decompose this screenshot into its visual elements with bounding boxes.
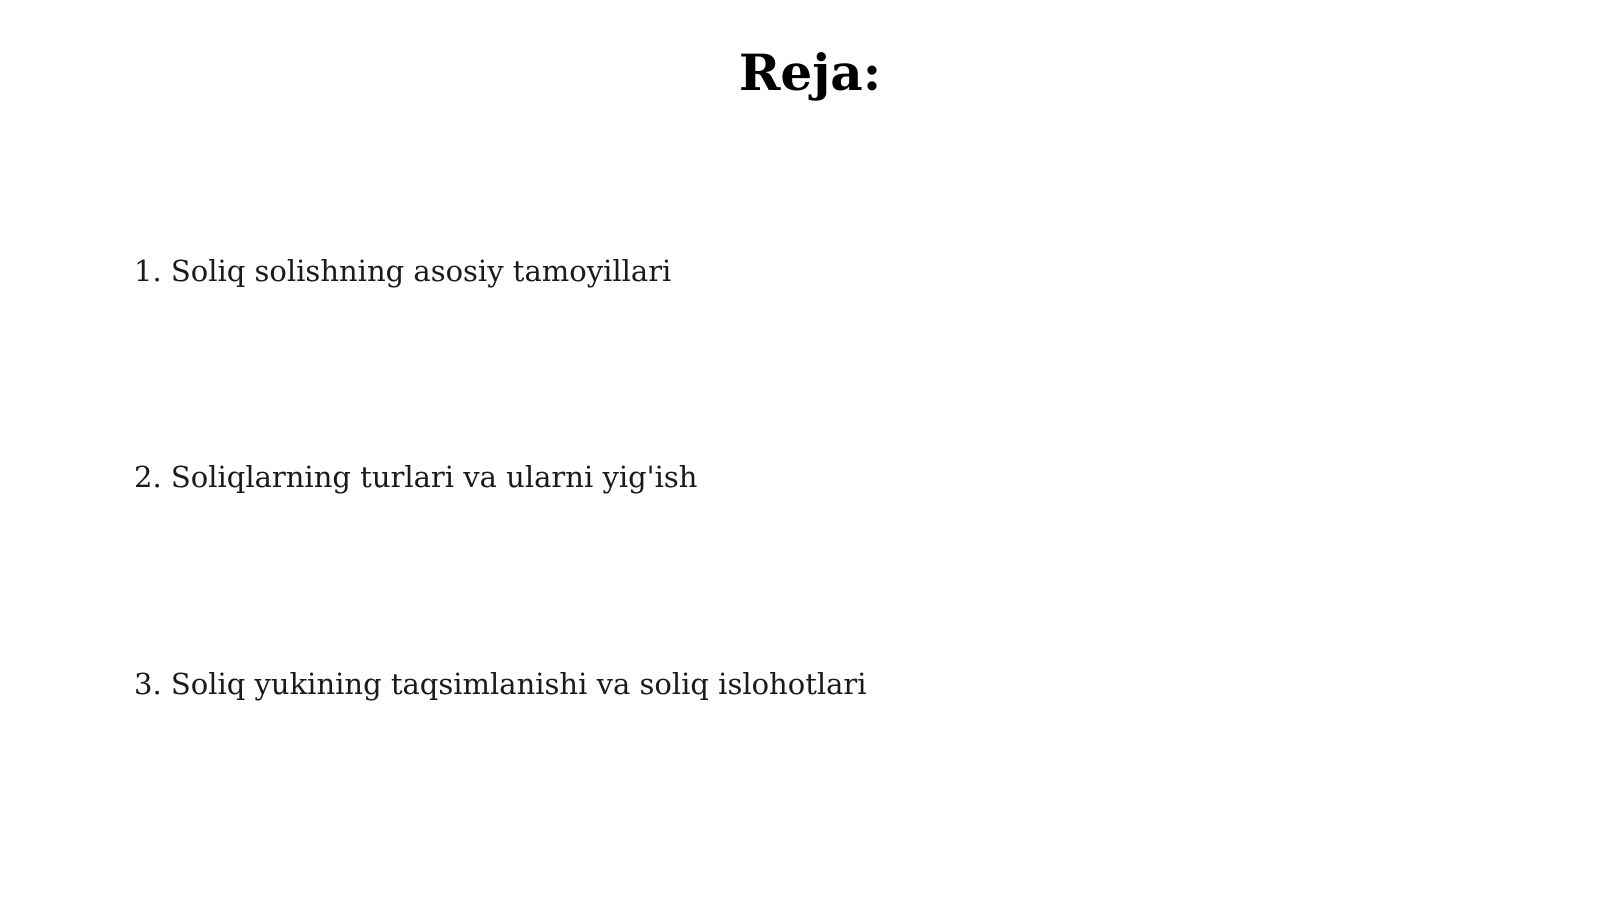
plan-item-1: 1. Soliq solishning asosiy tamoyillari xyxy=(134,254,672,288)
plan-item-3: 3. Soliq yukining taqsimlanishi va soliq islohotlari xyxy=(134,667,867,701)
slide-title: Reja: xyxy=(738,43,882,102)
plan-item-2: 2. Soliqlarning turlari va ularni yig'ish xyxy=(134,460,698,494)
